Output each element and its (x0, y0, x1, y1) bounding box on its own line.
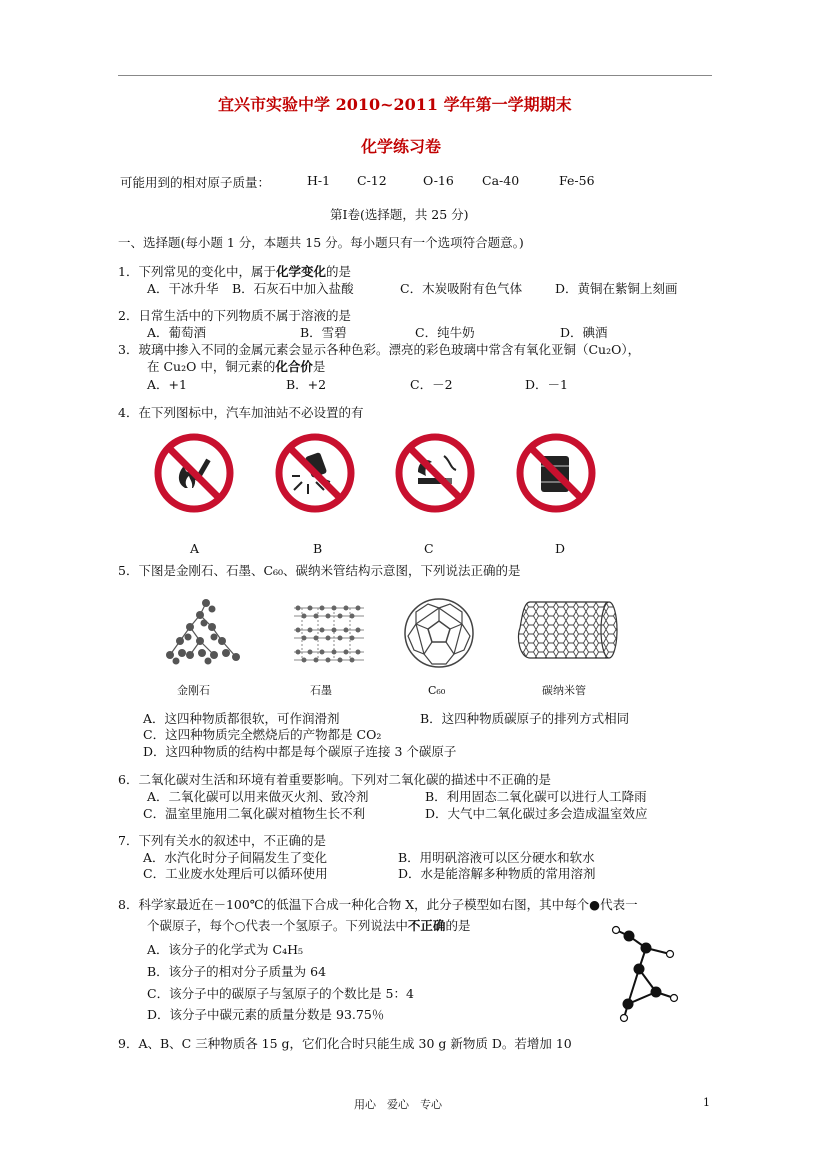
mass-ca: Ca-40 (482, 173, 520, 188)
mass-c: C-12 (357, 173, 387, 188)
q2-option-a: A．葡萄酒 (147, 325, 207, 340)
nanotube-structure-image (516, 598, 620, 662)
page-number: 1 (703, 1096, 710, 1109)
molecule-model-image (608, 922, 688, 1022)
q9-stem: 9．A、B、C 三种物质各 15 g，它们化合时只能生成 30 g 新物质 D。若增加 10 (118, 1036, 572, 1051)
q7-option-b: B．用明矾溶液可以区分硬水和软水 (398, 850, 595, 865)
masses-label: 可能用到的相对原子质量： (120, 175, 271, 190)
mass-h: H-1 (307, 173, 331, 188)
c60-structure-image (402, 596, 476, 670)
mass-fe: Fe-56 (559, 173, 595, 188)
q4-label-d: D (555, 541, 566, 556)
q1-option-c: C．木炭吸附有色气体 (400, 281, 523, 296)
q2-option-c: C．纯牛奶 (415, 325, 475, 340)
q8-option-d: D．该分子中碳元素的质量分数是 93.75％ (147, 1007, 385, 1022)
exam-title: 宜兴市实验中学 2010~2011 学年第一学期期末 (218, 95, 572, 114)
q4-label-a: A (190, 541, 200, 556)
q1-option-d: D．黄铜在紫铜上刻画 (555, 281, 678, 296)
q5-option-a: A．这四种物质都很软，可作润滑剂 (143, 711, 340, 726)
q8-option-c: C．该分子中的碳原子与氢原子的个数比是 5：4 (147, 986, 414, 1001)
header-rule (118, 75, 712, 76)
q4-label-c: C (424, 541, 434, 556)
graphite-structure-image (292, 600, 366, 670)
no-smoking-icon (394, 432, 476, 514)
q7-option-d: D．水是能溶解多种物质的常用溶剂 (398, 866, 596, 881)
q5-stem: 5．下图是金刚石、石墨、C₆₀、碳纳米管结构示意图，下列说法正确的是 (118, 563, 521, 578)
q7-stem: 7．下列有关水的叙述中，不正确的是 (118, 833, 326, 848)
q7-option-c: C．工业废水处理后可以循环使用 (143, 866, 328, 881)
q5-label-diamond: 金刚石 (177, 684, 210, 697)
q5-option-d: D．这四种物质的结构中都是每个碳原子连接 3 个碳原子 (143, 744, 457, 759)
q4-label-b: B (313, 541, 323, 556)
q1-option-a: A．干冰升华 (147, 281, 219, 296)
q1-option-b: B．石灰石中加入盐酸 (232, 281, 354, 296)
no-open-flame-icon (153, 432, 235, 514)
q8-stem: 8．科学家最近在－100℃的低温下合成一种化合物 X，此分子模型如右图，其中每个●代表一 (118, 897, 638, 912)
q3-stem: 3．玻璃中掺入不同的金属元素会显示各种色彩。漂亮的彩色玻璃中常含有氧化亚铜（Cu₂O）， (118, 342, 641, 357)
q6-stem: 6．二氧化碳对生活和环境有着重要影响。下列对二氧化碳的描述中不正确的是 (118, 772, 551, 787)
q5-label-c60: C₆₀ (428, 684, 446, 697)
q5-option-c: C．这四种物质完全燃烧后的产物都是 CO₂ (143, 727, 382, 742)
q8-option-b: B．该分子的相对分子质量为 64 (147, 964, 327, 979)
footer-motto: 用心 爱心 专心 (354, 1098, 442, 1111)
part1-instructions: 一、选择题(每小题 1 分，本题共 15 分。每小题只有一个选项符合题意。) (118, 235, 524, 250)
q3-option-c: C．－2 (410, 377, 453, 392)
q6-option-b: B．利用固态二氧化碳可以进行人工降雨 (425, 789, 647, 804)
exam-subtitle: 化学练习卷 (361, 137, 442, 156)
q2-option-b: B．雪碧 (300, 325, 347, 340)
q2-stem: 2．日常生活中的下列物质不属于溶液的是 (118, 308, 351, 323)
q8-stem-cont: 个碳原子，每个○代表一个氢原子。下列说法中不正确的是 (147, 918, 471, 933)
q7-option-a: A．水汽化时分子间隔发生了变化 (143, 850, 328, 865)
q3-option-d: D．－1 (525, 377, 568, 392)
q4-stem: 4．在下列图标中，汽车加油站不必设置的有 (118, 405, 364, 420)
q6-option-c: C．温室里施用二氧化碳对植物生长不利 (143, 806, 366, 821)
q5-label-nanotube: 碳纳米管 (542, 684, 586, 697)
q3-option-b: B．+2 (286, 377, 327, 392)
q6-option-d: D．大气中二氧化碳过多会造成温室效应 (425, 806, 648, 821)
q3-option-a: A．+1 (147, 377, 187, 392)
diamond-structure-image (160, 595, 246, 673)
q8-option-a: A．该分子的化学式为 C₄H₅ (147, 942, 303, 957)
q2-option-d: D．碘酒 (560, 325, 608, 340)
q5-label-graphite: 石墨 (310, 684, 332, 697)
q6-option-a: A．二氧化碳可以用来做灭火剂、致冷剂 (147, 789, 369, 804)
mass-o: O-16 (423, 173, 454, 188)
section-heading: 第Ⅰ卷(选择题，共 25 分) (330, 207, 469, 222)
no-fireworks-icon (274, 432, 356, 514)
q3-stem-cont: 在 Cu₂O 中，铜元素的化合价是 (147, 359, 326, 374)
q5-option-b: B．这四种物质碳原子的排列方式相同 (420, 711, 630, 726)
no-flammable-barrel-icon (515, 432, 597, 514)
q1-stem: 1．下列常见的变化中，属于化学变化的是 (118, 264, 351, 279)
